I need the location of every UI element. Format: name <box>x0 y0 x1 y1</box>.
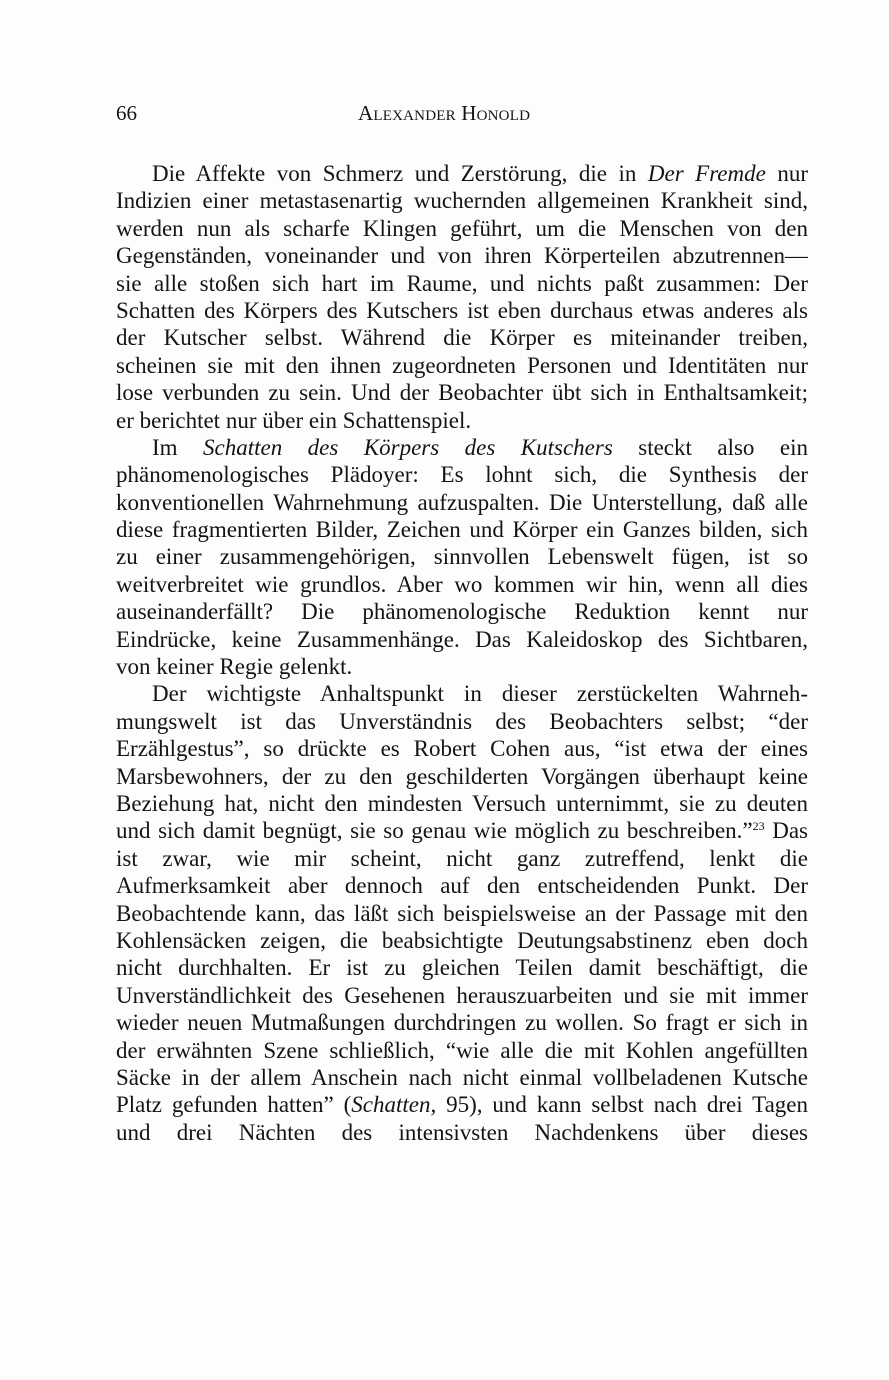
page-header <box>116 101 806 131</box>
text-segment: lose verbunden zu sein. Und der Beobachter übt sich in Enthaltsamkeit; <box>116 380 808 406</box>
text-line <box>116 1064 808 1091</box>
text-segment: Platz gefunden hatten” ( <box>116 1092 352 1118</box>
text-segment: von keiner Regie gelenkt. <box>116 654 353 680</box>
text-segment: Das <box>764 818 808 844</box>
text-segment: scheinen sie mit den ihnen zugeordneten Personen und Identitäten nur <box>116 352 808 378</box>
text-line <box>116 790 808 817</box>
text-line <box>116 187 808 214</box>
text-segment: Beziehung hat, nicht den mindesten Versuch unternimmt, sie zu deuten <box>116 790 808 816</box>
text-segment: Erzählgestus”, so drückte es Robert Cohen aus, “ist etwa der eines <box>116 736 808 762</box>
text-line <box>116 680 808 707</box>
text-line <box>116 872 808 899</box>
text-line <box>116 242 808 269</box>
text-segment: Beobachtende kann, das läßt sich beispielsweise an der Passage mit den <box>116 900 808 926</box>
footnote-marker: 23 <box>752 819 765 834</box>
text-segment: der erwähnten Szene schließlich, “wie alle die mit Kohlen angefüllten <box>116 1037 808 1063</box>
running-head: Alexander Honold <box>358 101 531 125</box>
text-segment: weitverbreitet wie grundlos. Aber wo kommen wir hin, wenn all dies <box>116 571 808 597</box>
text-line <box>116 598 808 625</box>
text-segment: Die Affekte von Schmerz und Zerstörung, die in <box>152 161 648 186</box>
body-text <box>116 160 808 1146</box>
text-line <box>116 1009 808 1036</box>
text-line <box>116 900 808 927</box>
text-line <box>116 1037 808 1064</box>
text-line <box>116 954 808 981</box>
text-segment: Im <box>152 434 204 460</box>
text-line <box>116 324 808 351</box>
text-segment: und sich damit begnügt, sie so genau wie möglich zu beschreiben.” <box>116 818 753 844</box>
text-segment: ist zwar, wie mir scheint, nicht ganz zutreffend, lenkt die <box>116 845 808 871</box>
text-segment: Schatten des Körpers des Kutschers ist eben durchaus etwas anderes als <box>116 297 808 323</box>
text-line <box>116 626 808 653</box>
text-segment: zu einer zusammengehörigen, sinnvollen Lebenswelt fügen, ist so <box>116 544 808 570</box>
text-line <box>116 160 808 187</box>
text-segment: und drei Nächten des intensivsten Nachdenkens über dieses <box>116 1119 808 1145</box>
text-line <box>116 352 808 379</box>
text-segment: Unverständlichkeit des Gesehenen herauszuarbeiten und sie mit immer <box>116 982 808 1008</box>
text-segment: der Kutscher selbst. Während die Körper es miteinander treiben, <box>116 325 808 351</box>
text-segment: Eindrücke, keine Zusammenhänge. Das Kaleidoskop des Sichtbaren, <box>116 626 808 652</box>
paragraph-1 <box>116 160 808 434</box>
text-segment: diese fragmentierten Bilder, Zeichen und Körper ein Ganzes bilden, sich <box>116 517 808 543</box>
paragraph-2 <box>116 434 808 681</box>
text-line <box>116 817 808 844</box>
text-segment: Kohlensäcken zeigen, die beabsichtigte Deutungsabstinenz eben doch <box>116 927 808 953</box>
text-segment: nur <box>765 161 808 186</box>
text-line <box>116 461 808 488</box>
text-segment: wieder neuen Mutmaßungen durchdringen zu wollen. So fragt er sich in <box>116 1010 808 1036</box>
text-segment: konventionellen Wahrnehmung aufzuspalten. Die Unterstellung, daß alle <box>116 489 808 515</box>
text-segment: phänomenologisches Plädoyer: Es lohnt sich, die Synthesis der <box>116 462 808 488</box>
text-line <box>116 489 808 516</box>
text-segment: Säcke in der allem Anschein nach nicht einmal vollbeladenen Kutsche <box>116 1064 808 1090</box>
text-line <box>116 571 808 598</box>
paragraph-3 <box>116 680 808 1146</box>
text-segment: Marsbewohners, der zu den geschilderten Vorgängen überhaupt keine <box>116 763 808 789</box>
text-line <box>116 763 808 790</box>
text-segment: Der wichtigste Anhaltspunkt in dieser zerstückelten Wahrneh- <box>152 681 808 707</box>
text-line <box>116 543 808 570</box>
italic-title: Der Fremde <box>647 161 766 186</box>
text-line <box>116 708 808 735</box>
text-segment: mungswelt ist das Unverständnis des Beobachters selbst; “der <box>116 708 808 734</box>
text-line <box>116 1119 808 1146</box>
text-segment: sie alle stoßen sich hart im Raume, und nichts paßt zusammen: Der <box>116 270 808 296</box>
text-segment: Indizien einer metastasenartig wuchernden allgemeinen Krankheit sind, <box>116 188 808 214</box>
text-segment: Gegenständen, voneinander und von ihren Körperteilen abzutrennen— <box>116 243 808 269</box>
text-line <box>116 845 808 872</box>
text-line <box>116 407 808 434</box>
italic-title: Schatten des Körpers des Kutschers <box>203 434 613 460</box>
text-line <box>116 379 808 406</box>
text-segment: nicht durchhalten. Er ist zu gleichen Teilen damit beschäftigt, die <box>116 955 808 981</box>
text-line <box>116 434 808 461</box>
text-line <box>116 982 808 1009</box>
text-line <box>116 1091 808 1118</box>
text-segment: er berichtet nur über ein Schattenspiel. <box>116 407 472 433</box>
text-line <box>116 735 808 762</box>
text-segment: auseinanderfällt? Die phänomenologische Reduktion kennt nur <box>116 599 808 625</box>
text-segment: 95), und kann selbst nach drei Tagen <box>436 1092 808 1118</box>
text-line <box>116 927 808 954</box>
page-number: 66 <box>116 101 137 125</box>
text-segment: steckt also ein <box>612 434 808 460</box>
text-segment: werden nun als scharfe Klingen geführt, um die Menschen von den <box>116 215 808 241</box>
text-line <box>116 516 808 543</box>
text-line <box>116 215 808 242</box>
text-line <box>116 297 808 324</box>
text-line <box>116 270 808 297</box>
text-segment: Aufmerksamkeit aber dennoch auf den entscheidenden Punkt. Der <box>116 873 808 899</box>
italic-title: Schatten, <box>351 1092 437 1118</box>
text-line <box>116 653 808 680</box>
